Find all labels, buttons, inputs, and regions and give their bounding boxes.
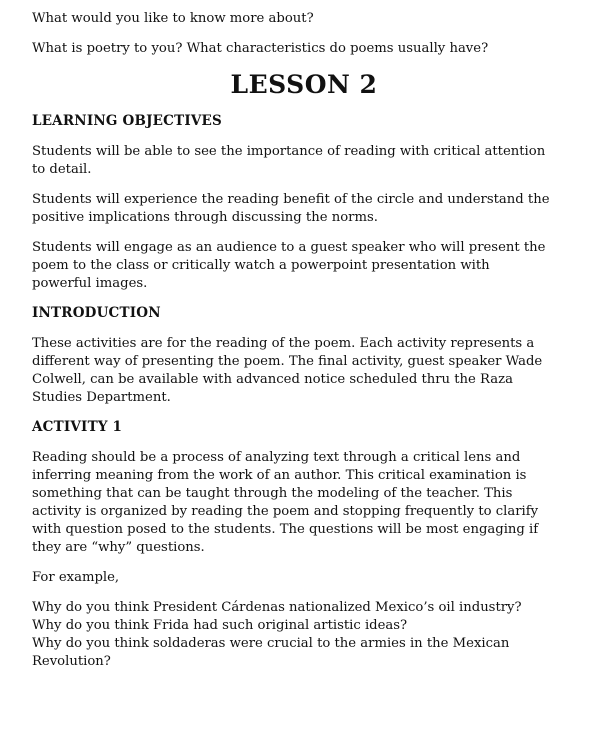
introduction-heading: INTRODUCTION [32, 305, 161, 321]
lesson-title: LESSON 2 [230, 70, 378, 99]
learning-objectives-heading: LEARNING OBJECTIVES [32, 113, 222, 129]
objective-paragraph-3: Students will engage as an audience to a guest speaker who will present the poem to the class or critically watch a powerpoint presentation with powerful images. [32, 240, 546, 291]
intro-question-2: What is poetry to you? What characteristics do poems usually have? [32, 41, 489, 56]
objective-paragraph-2: Students will experience the reading benefit of the circle and understand the positive implications through discussing the norms. [32, 192, 550, 225]
activity-1-paragraph: Reading should be a process of analyzing text through a critical lens and inferring meaning from the work of an author. This critical examination is something that can be taught through the modeling of the teacher. This activity is organized by reading the poem and stopping frequently to clarify with question posed to the students. The questions will be most engaging if they are “why” questions. [32, 450, 539, 555]
objective-paragraph-1: Students will be able to see the importance of reading with critical attention to detail. [32, 144, 546, 177]
introduction-paragraph: These activities are for the reading of the poem. Each activity represents a different way of presenting the poem. The final activity, guest speaker Wade Colwell, can be available with advanced notice scheduled thru the Raza Studies Department. [32, 336, 543, 405]
activity-1-heading: ACTIVITY 1 [32, 419, 123, 435]
example-questions: Why do you think President Cárdenas nationalized Mexico’s oil industry? Why do you think Frida had such original artistic ideas? Why do you think soldaderas were crucial to the armies in the Mexican Revolution? [32, 600, 522, 669]
example-label: For example, [32, 570, 120, 585]
intro-question-1: What would you like to know more about? [32, 11, 314, 26]
